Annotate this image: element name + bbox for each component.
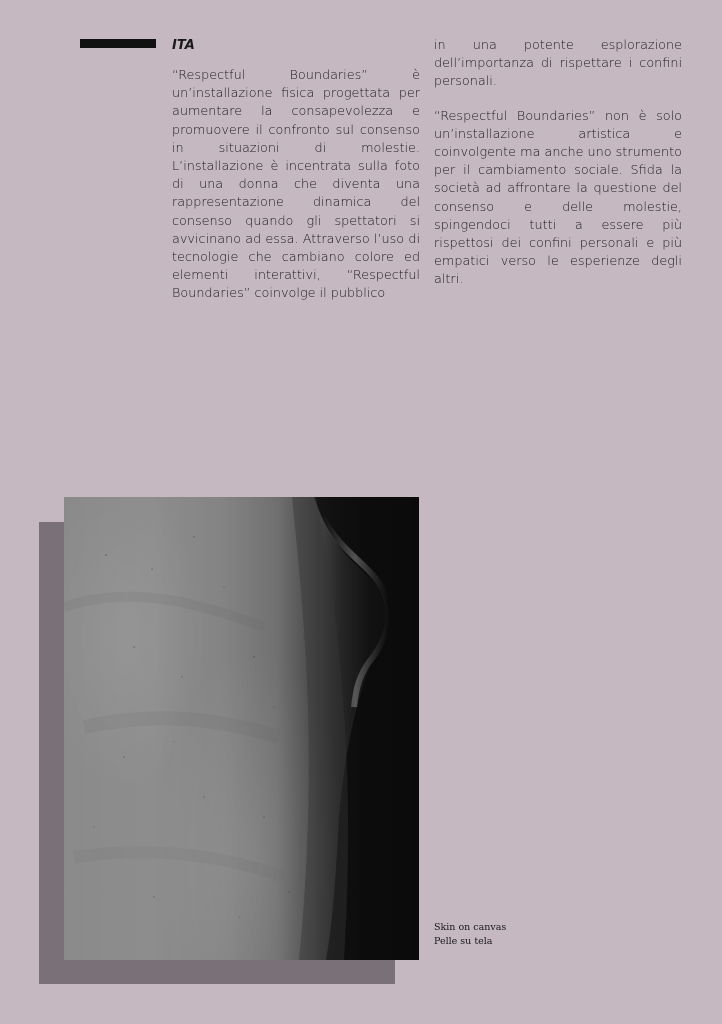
paragraph-continuation: in una potente esplorazione dell’importanza di rispettare i confini personali. [434,38,682,90]
text-column-right [434,37,682,306]
caption-italian: Pelle su tela [434,936,493,947]
figure-caption [434,921,506,949]
caption-english: Skin on canvas [434,922,507,933]
skin-photo-graphic [64,497,419,960]
accent-bar [80,39,156,48]
language-label: ITA [172,38,195,53]
paragraph-conclusion: “Respectful Boundaries” non è solo un’installazione artistica e coinvolgente ma anche uno strumento per il cambiamento sociale. Sfida la società ad affrontare la questione del consenso e delle molestie, spingendoci tutti a essere più rispettosi dei confini personali e più empatici verso le esperienze degli altri. [434,108,682,288]
paragraph-intro: “Respectful Boundaries” è un’installazione fisica progettata per aumentare la consapevolezza e promuovere il confronto sul consenso in situazioni di molestie. L’installazione è incentrata sulla foto di una donna che diventa una rappresentazione dinamica del consenso quando gli spettatori si avvicinano ad essa. Attraverso l’uso di tecnologie che cambiano colore ed elementi interattivi, “Respectful Boundaries” coinvolge il pubblico [172,68,420,302]
text-column-left [172,67,420,309]
artwork-photo [64,497,419,960]
